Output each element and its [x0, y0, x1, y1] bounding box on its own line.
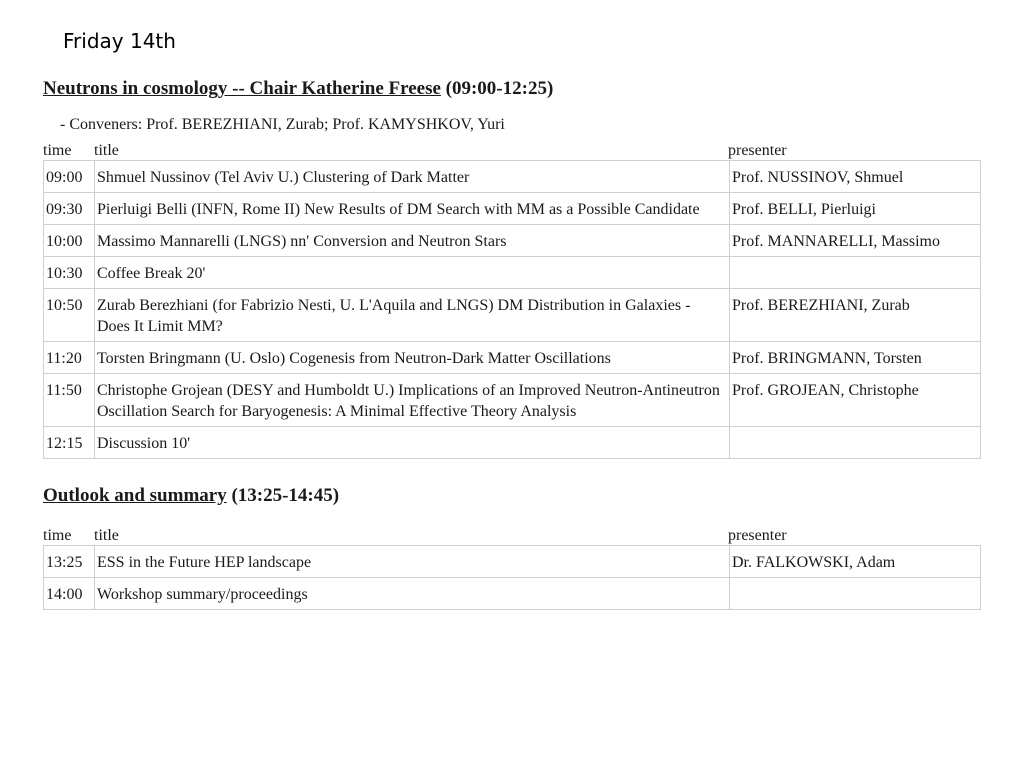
- conveners-line: - Conveners: Prof. BEREZHIANI, Zurab; Prof. KAMYSHKOV, Yuri: [60, 116, 505, 133]
- row-presenter: Prof. BELLI, Pierluigi: [730, 193, 981, 225]
- column-headers: [43, 138, 981, 160]
- row-presenter: [730, 578, 981, 610]
- table-row: [44, 289, 981, 342]
- table-row: [44, 342, 981, 374]
- row-time: 14:00: [44, 578, 95, 610]
- row-title: Zurab Berezhiani (for Fabrizio Nesti, U. L'Aquila and LNGS) DM Distribution in Galaxies - Does It Limit MM?: [95, 289, 730, 342]
- column-header-presenter: presenter: [728, 142, 787, 159]
- table-row: [44, 161, 981, 193]
- row-title: Discussion 10': [95, 427, 730, 459]
- row-presenter: Prof. BEREZHIANI, Zurab: [730, 289, 981, 342]
- column-header-title: title: [94, 527, 119, 544]
- row-time: 09:30: [44, 193, 95, 225]
- session-time-range: (09:00-12:25): [445, 78, 554, 99]
- session-title: Outlook and summary: [43, 485, 227, 506]
- row-title: Pierluigi Belli (INFN, Rome II) New Results of DM Search with MM as a Possible Candidate: [95, 193, 730, 225]
- row-time: 11:20: [44, 342, 95, 374]
- row-title: Shmuel Nussinov (Tel Aviv U.) Clustering of Dark Matter: [95, 161, 730, 193]
- table-row: [44, 374, 981, 427]
- row-time: 12:15: [44, 427, 95, 459]
- table-row: [44, 225, 981, 257]
- column-headers: [43, 523, 981, 545]
- row-time: 10:50: [44, 289, 95, 342]
- row-time: 09:00: [44, 161, 95, 193]
- column-header-title: title: [94, 142, 119, 159]
- row-time: 10:30: [44, 257, 95, 289]
- session-title: Neutrons in cosmology -- Chair Katherine Freese: [43, 78, 441, 99]
- row-title: ESS in the Future HEP landscape: [95, 546, 730, 578]
- row-title: Coffee Break 20': [95, 257, 730, 289]
- session-table-cosmology: [43, 160, 981, 459]
- row-time: 11:50: [44, 374, 95, 427]
- row-presenter: Prof. GROJEAN, Christophe: [730, 374, 981, 427]
- row-presenter: [730, 257, 981, 289]
- table-row: [44, 546, 981, 578]
- row-presenter: Prof. MANNARELLI, Massimo: [730, 225, 981, 257]
- column-header-presenter: presenter: [728, 527, 787, 544]
- slide-title: Friday 14th: [63, 29, 176, 53]
- table-row: [44, 427, 981, 459]
- table-row: [44, 578, 981, 610]
- session-table-outlook: [43, 545, 981, 610]
- session-heading-outlook: [43, 485, 981, 511]
- table-row: [44, 257, 981, 289]
- row-presenter: Dr. FALKOWSKI, Adam: [730, 546, 981, 578]
- row-presenter: [730, 427, 981, 459]
- column-header-time: time: [43, 142, 72, 159]
- table-row: [44, 193, 981, 225]
- row-time: 13:25: [44, 546, 95, 578]
- row-presenter: Prof. NUSSINOV, Shmuel: [730, 161, 981, 193]
- row-title: Torsten Bringmann (U. Oslo) Cogenesis from Neutron-Dark Matter Oscillations: [95, 342, 730, 374]
- row-title: Massimo Mannarelli (LNGS) nn' Conversion and Neutron Stars: [95, 225, 730, 257]
- row-time: 10:00: [44, 225, 95, 257]
- column-header-time: time: [43, 527, 72, 544]
- row-title: Workshop summary/proceedings: [95, 578, 730, 610]
- schedule-document: [43, 78, 981, 610]
- session-time-range: (13:25-14:45): [231, 485, 340, 506]
- row-presenter: Prof. BRINGMANN, Torsten: [730, 342, 981, 374]
- row-title: Christophe Grojean (DESY and Humboldt U.) Implications of an Improved Neutron-Antineutron Oscillation Search for Baryogenesis: A Minimal Effective Theory Analysis: [95, 374, 730, 427]
- session-heading-cosmology: [43, 78, 981, 104]
